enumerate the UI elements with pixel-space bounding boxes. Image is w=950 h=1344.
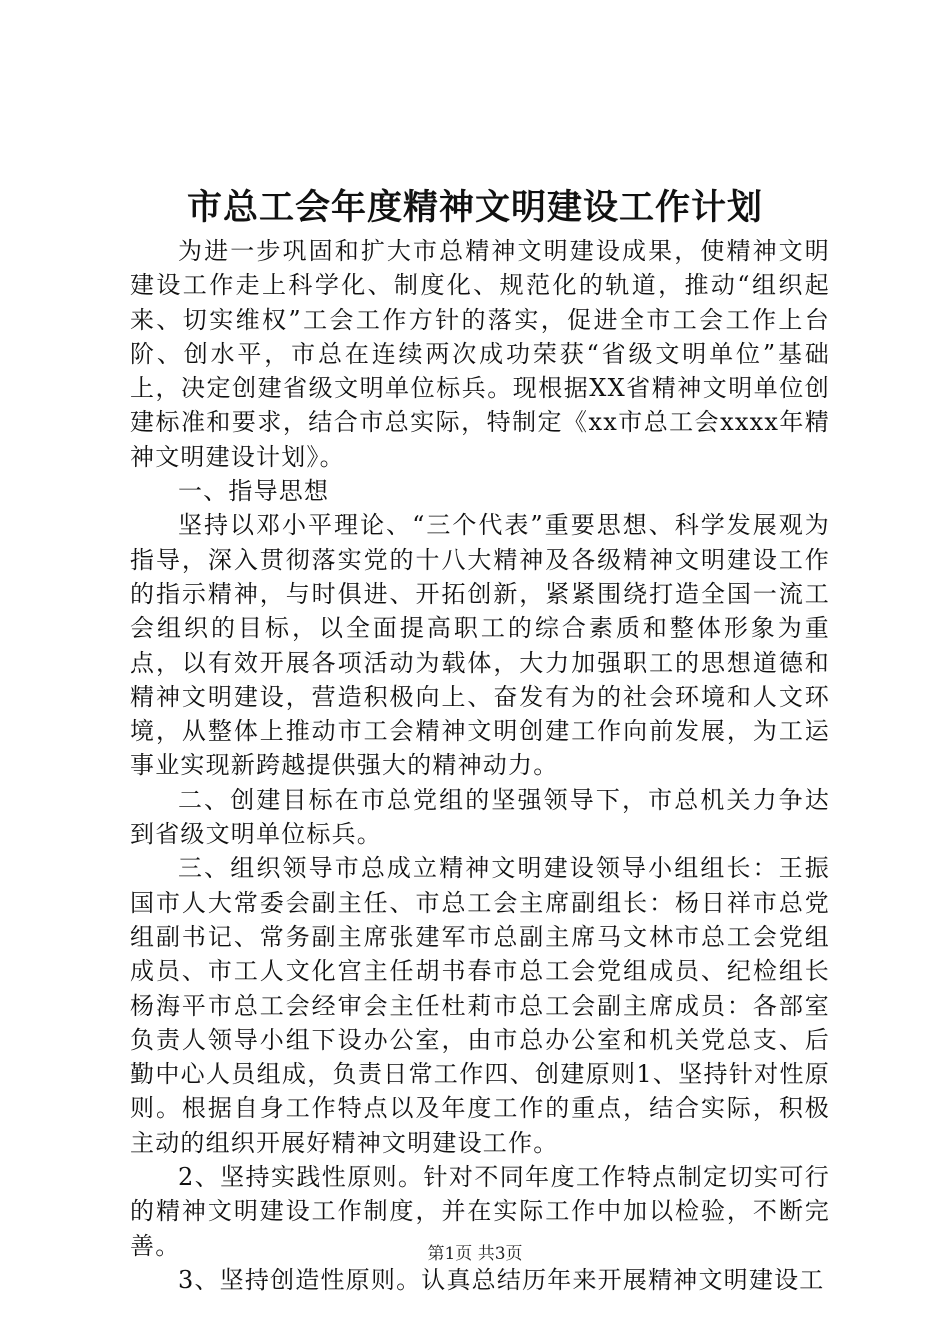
paragraph-principle-2: 2、坚持实践性原则。针对不同年度工作特点制定切实可行的精神文明建设工作制度，并在实际工作中加以检验，不断完善。 [130, 1163, 830, 1260]
paragraph-guiding-thought: 坚持以邓小平理论、“三个代表”重要思想、科学发展观为指导，深入贯彻落实党的十八大精神及各级精神文明建设工作的指示精神，与时俱进、开拓创新，紧紧围绕打造全国一流工会组织的目标，以全面提高职工的综合素质和整体形象为重点，以有效开展各项活动为载体，大力加强职工的思想道德和精神文明建设，营造积极向上、奋发有为的社会环境和人文环境，从整体上推动市工会精神文明创建工作向前发展，为工运事业实现新跨越提供强大的精神动力。 [130, 511, 830, 780]
paragraph-intro: 为进一步巩固和扩大市总精神文明建设成果，使精神文明建设工作走上科学化、制度化、规范化的轨道，推动“组织起来、切实维权”工会工作方针的落实，促进全市工会工作上台阶、创水平，市总在连续两次成功荣获“省级文明单位”基础上，决定创建省级文明单位标兵。现根据XX省精神文明单位创建标准和要求，结合市总实际，特制定《xx市总工会xxxx年精神文明建设计划》。 [130, 237, 830, 471]
heading-guiding-thought: 一、指导思想 [178, 477, 330, 506]
paragraph-principle-3: 3、坚持创造性原则。认真总结历年来开展精神文明建设工 [178, 1265, 825, 1294]
page-footer: 第1页 共3页 [427, 1244, 523, 1264]
paragraph-goal: 二、创建目标在市总党组的坚强领导下，市总机关力争达到省级文明单位标兵。 [130, 785, 830, 849]
document-title: 市总工会年度精神文明建设工作计划 [186, 187, 763, 228]
paragraph-organization: 三、组织领导市总成立精神文明建设领导小组组长：王振国市人大常委会副主任、市总工会主席副组长：杨日祥市总党组副书记、常务副主席张建军市总副主席马文林市总工会党组成员、市工人文化宫主任胡书春市总工会党组成员、纪检组长杨海平市总工会经审会主任杜莉市总工会副主席成员：各部室负责人领导小组下设办公室，由市总办公室和机关党总支、后勤中心人员组成，负责日常工作四、创建原则1、坚持针对性原则。根据自身工作特点以及年度工作的重点，结合实际，积极主动的组织开展好精神文明建设工作。 [130, 854, 830, 1157]
document-body [130, 234, 830, 1297]
